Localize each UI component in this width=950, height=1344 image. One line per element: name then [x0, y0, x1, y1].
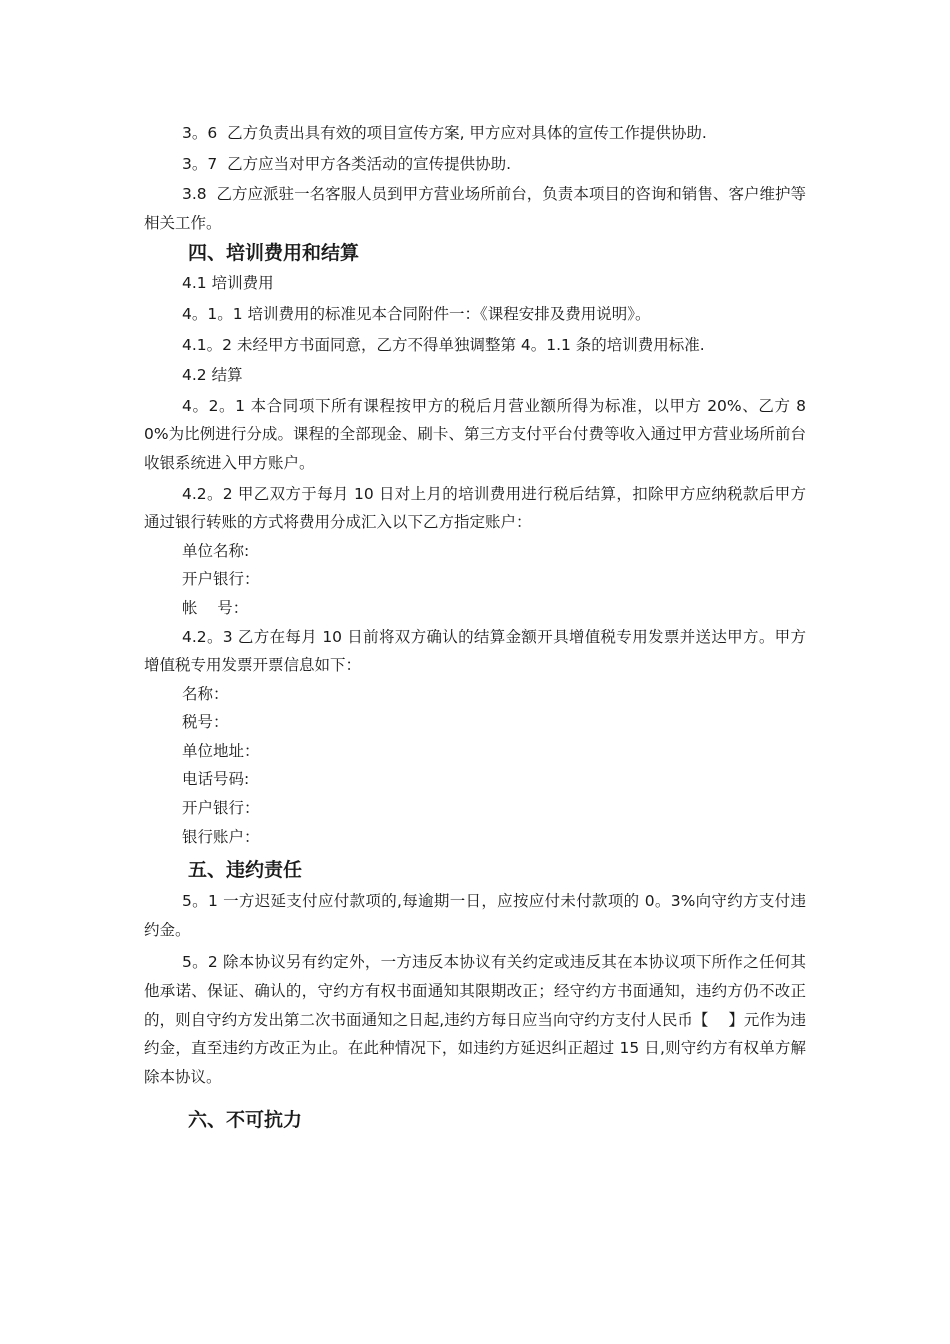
clause-4-2-2: 4.2。2 甲乙双方于每月 10 日对上月的培训费用进行税后结算，扣除甲方应纳税款后甲方通过银行转账的方式将费用分成汇入以下乙方指定账户： — [144, 484, 806, 532]
clause-3-6: 3。6 乙方负责出具有效的项目宣传方案, 甲方应对具体的宣传工作提供协助. — [182, 124, 707, 142]
invoice-address: 单位地址： — [182, 741, 260, 760]
clause-3-8: 3.8 乙方应派驻一名客服人员到甲方营业场所前台，负责本项目的咨询和销售、客户维护等相关工作。 — [144, 185, 806, 232]
invoice-bank: 开户银行： — [182, 799, 260, 818]
clause-4-2: 4.2 结算 — [182, 366, 243, 385]
document-body — [144, 119, 806, 1135]
clause-4-2-1: 4。2。1 本合同项下所有课程按甲方的税后月营业额所得为标准，以甲方 20%、乙方 80%为比例进行分成。课程的全部现金、刷卡、第三方支付平台付费等收入通过甲方营业场所前台收银系统进入甲方账户。 — [144, 396, 806, 472]
invoice-name: 名称： — [182, 684, 229, 703]
clause-5-2: 5。2 除本协议另有约定外，一方违反本协议有关约定或违反其在本协议项下所作之任何其他承诺、保证、确认的，守约方有权书面通知其限期改正；经守约方书面通知，违约方仍不改正的，则自守约方发出第二次书面通知之日起,违约方每日应当向守约方支付人民币【 】元作为违约金，直至违约方改正为止。在此种情况下，如违约方延迟纠正超过 15 日,则守约方有权单方解除本协议。 — [144, 953, 806, 1086]
invoice-account: 银行账户： — [182, 827, 260, 846]
clause-4-1: 4.1 培训费用 — [182, 274, 274, 293]
section-heading-5: 五、违约责任 — [188, 859, 303, 882]
section-heading-4: 四、培训费用和结算 — [188, 242, 360, 265]
clause-4-1-1: 4。1。1 培训费用的标准见本合同附件一：《课程安排及费用说明》。 — [182, 304, 651, 323]
clause-4-1-2: 4.1。2 未经甲方书面同意，乙方不得单独调整第 4。1.1 条的培训费用标准. — [182, 335, 705, 354]
invoice-tax-number: 税号： — [182, 713, 229, 732]
account-unit-name: 单位名称: — [182, 541, 250, 560]
section-heading-6: 六、不可抗力 — [188, 1109, 303, 1132]
clause-5-1: 5。1 一方迟延支付应付款项的,每逾期一日，应按应付未付款项的 0。3%向守约方支付违约金。 — [144, 892, 806, 939]
invoice-phone: 电话号码: — [182, 770, 250, 789]
account-number: 帐 号： — [182, 598, 249, 617]
clause-3-7: 3。7 乙方应当对甲方各类活动的宣传提供协助. — [182, 154, 512, 173]
clause-4-2-3: 4.2。3 乙方在每月 10 日前将双方确认的结算金额开具增值税专用发票并送达甲方。甲方增值税专用发票开票信息如下： — [144, 627, 806, 675]
account-bank: 开户银行： — [182, 570, 260, 589]
